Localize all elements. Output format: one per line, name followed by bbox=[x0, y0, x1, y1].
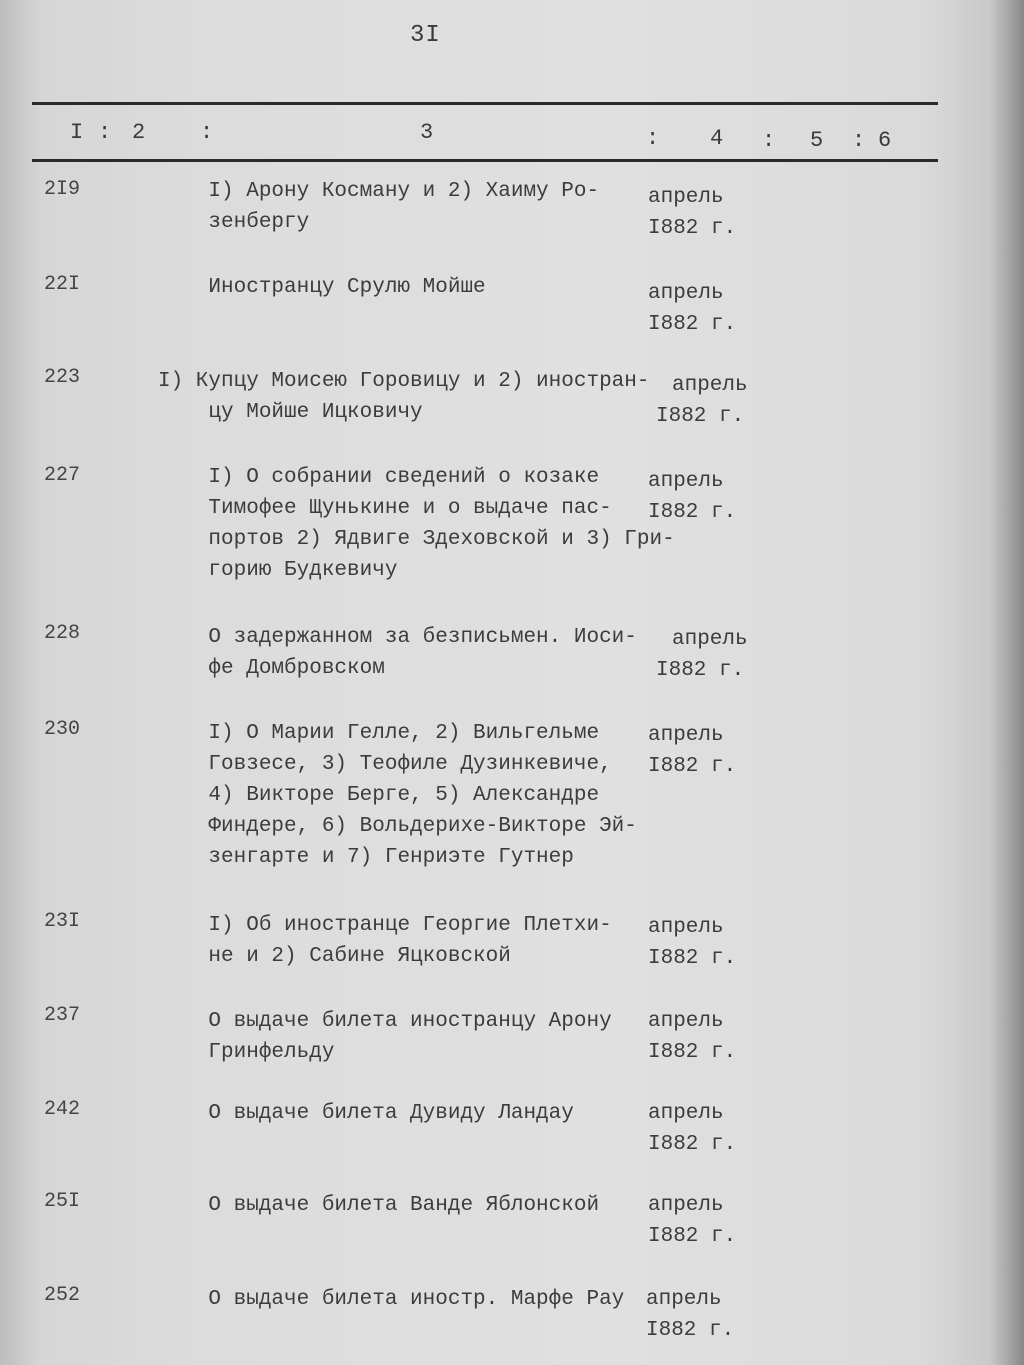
entry-date bbox=[656, 370, 748, 432]
entry-number: 228 bbox=[44, 622, 81, 645]
description-line: Говзесе, 3) Теофиле Дузинкевиче, bbox=[158, 753, 612, 776]
entry-number: 22I bbox=[44, 273, 81, 296]
entry-month: апрель bbox=[672, 374, 748, 397]
entry-description bbox=[158, 1098, 648, 1129]
description-line: Тимофее Щунькине и о выдаче пас- bbox=[158, 497, 612, 520]
description-line: Гринфельду bbox=[158, 1041, 335, 1064]
entry-date bbox=[648, 182, 736, 244]
description-line: 4) Викторе Берге, 5) Александре bbox=[158, 784, 600, 807]
entry-date bbox=[648, 720, 736, 782]
description-line: О выдаче билета иностранцу Арону bbox=[158, 1010, 612, 1033]
entry-date bbox=[656, 624, 748, 686]
entry-year: I882 г. bbox=[648, 313, 737, 336]
description-line: I) О собрании сведений о козаке bbox=[158, 466, 600, 489]
column-header-1: I bbox=[70, 120, 84, 145]
entry-description bbox=[158, 272, 648, 303]
column-header-5: 5 bbox=[810, 128, 824, 153]
entry-number: 223 bbox=[44, 366, 81, 389]
column-separator-3: : bbox=[646, 126, 660, 151]
entry-date bbox=[648, 912, 736, 974]
entry-date bbox=[648, 278, 736, 340]
column-header-4: 4 bbox=[710, 126, 724, 151]
entry-month: апрель bbox=[648, 724, 724, 747]
entry-number: 25I bbox=[44, 1190, 81, 1213]
entry-description bbox=[158, 718, 648, 873]
column-header-3: 3 bbox=[420, 120, 434, 145]
entry-year: I882 г. bbox=[648, 755, 737, 778]
entry-year: I882 г. bbox=[656, 405, 745, 428]
entry-date bbox=[648, 466, 736, 528]
description-line: фе Домбровском bbox=[158, 657, 385, 680]
entry-description bbox=[158, 1006, 648, 1068]
entry-month: апрель bbox=[648, 1010, 724, 1033]
entry-number: 227 bbox=[44, 464, 81, 487]
entry-description bbox=[158, 462, 675, 586]
header-top-rule bbox=[32, 102, 938, 105]
entry-description bbox=[158, 366, 648, 428]
entry-month: апрель bbox=[648, 1102, 724, 1125]
page-edge-shadow bbox=[990, 0, 1024, 1365]
entry-date bbox=[648, 1098, 736, 1160]
entry-month: апрель bbox=[648, 186, 724, 209]
entry-month: апрель bbox=[648, 1194, 724, 1217]
entry-year: I882 г. bbox=[648, 1133, 737, 1156]
column-separator-4: : bbox=[762, 128, 776, 153]
description-line: зенбергу bbox=[158, 211, 310, 234]
column-separator-5: : bbox=[852, 128, 866, 153]
entry-year: I882 г. bbox=[656, 659, 745, 682]
entry-year: I882 г. bbox=[648, 501, 737, 524]
entry-description bbox=[158, 1284, 648, 1315]
entry-month: апрель bbox=[646, 1288, 722, 1311]
header-bottom-rule bbox=[32, 159, 938, 162]
entry-year: I882 г. bbox=[648, 947, 737, 970]
entry-description bbox=[158, 176, 648, 238]
entry-date bbox=[648, 1006, 736, 1068]
description-line: портов 2) Ядвиге Здеховской и 3) Гри- bbox=[158, 528, 675, 551]
entry-date bbox=[648, 1190, 736, 1252]
entry-number: 237 bbox=[44, 1004, 81, 1027]
column-header-2: 2 bbox=[132, 120, 146, 145]
entry-description bbox=[158, 1190, 648, 1221]
description-line: зенгарте и 7) Генриэте Гутнер bbox=[158, 846, 574, 869]
entry-year: I882 г. bbox=[648, 1225, 737, 1248]
description-line: I) О Марии Гелле, 2) Вильгельме bbox=[158, 722, 600, 745]
description-line: Финдере, 6) Вольдерихе-Викторе Эй- bbox=[158, 815, 637, 838]
description-line: О выдаче билета иностр. Марфе Рау bbox=[158, 1288, 625, 1311]
description-line: О выдаче билета Дувиду Ландау bbox=[158, 1102, 574, 1125]
column-header-6: 6 bbox=[878, 128, 892, 153]
column-separator-2: : bbox=[200, 120, 214, 145]
entry-number: 230 bbox=[44, 718, 81, 741]
description-line: О задержанном за безписьмен. Иоси- bbox=[158, 626, 637, 649]
description-line: горию Будкевичу bbox=[158, 559, 398, 582]
description-line: I) Об иностранце Георгие Плетхи- bbox=[158, 914, 612, 937]
entry-month: апрель bbox=[648, 470, 724, 493]
entry-month: апрель bbox=[672, 628, 748, 651]
page-number: 3I bbox=[410, 22, 441, 49]
entry-number: 23I bbox=[44, 910, 81, 933]
description-line: О выдаче билета Ванде Яблонской bbox=[158, 1194, 600, 1217]
description-line: I) Купцу Моисею Горовицу и 2) иностран- bbox=[158, 370, 650, 393]
entry-number: 2I9 bbox=[44, 178, 81, 201]
entry-description bbox=[158, 910, 648, 972]
column-separator-1: : bbox=[98, 120, 112, 145]
description-line: не и 2) Сабине Яцковской bbox=[158, 945, 511, 968]
entry-year: I882 г. bbox=[646, 1319, 735, 1342]
entry-year: I882 г. bbox=[648, 217, 737, 240]
entry-date bbox=[646, 1284, 734, 1346]
entry-number: 252 bbox=[44, 1284, 81, 1307]
description-line: Иностранцу Срулю Мойше bbox=[158, 276, 486, 299]
entry-month: апрель bbox=[648, 282, 724, 305]
entry-year: I882 г. bbox=[648, 1041, 737, 1064]
description-line: цу Мойше Ицковичу bbox=[158, 401, 423, 424]
entry-number: 242 bbox=[44, 1098, 81, 1121]
entry-description bbox=[158, 622, 648, 684]
entry-month: апрель bbox=[648, 916, 724, 939]
description-line: I) Арону Косману и 2) Хаиму Ро- bbox=[158, 180, 600, 203]
